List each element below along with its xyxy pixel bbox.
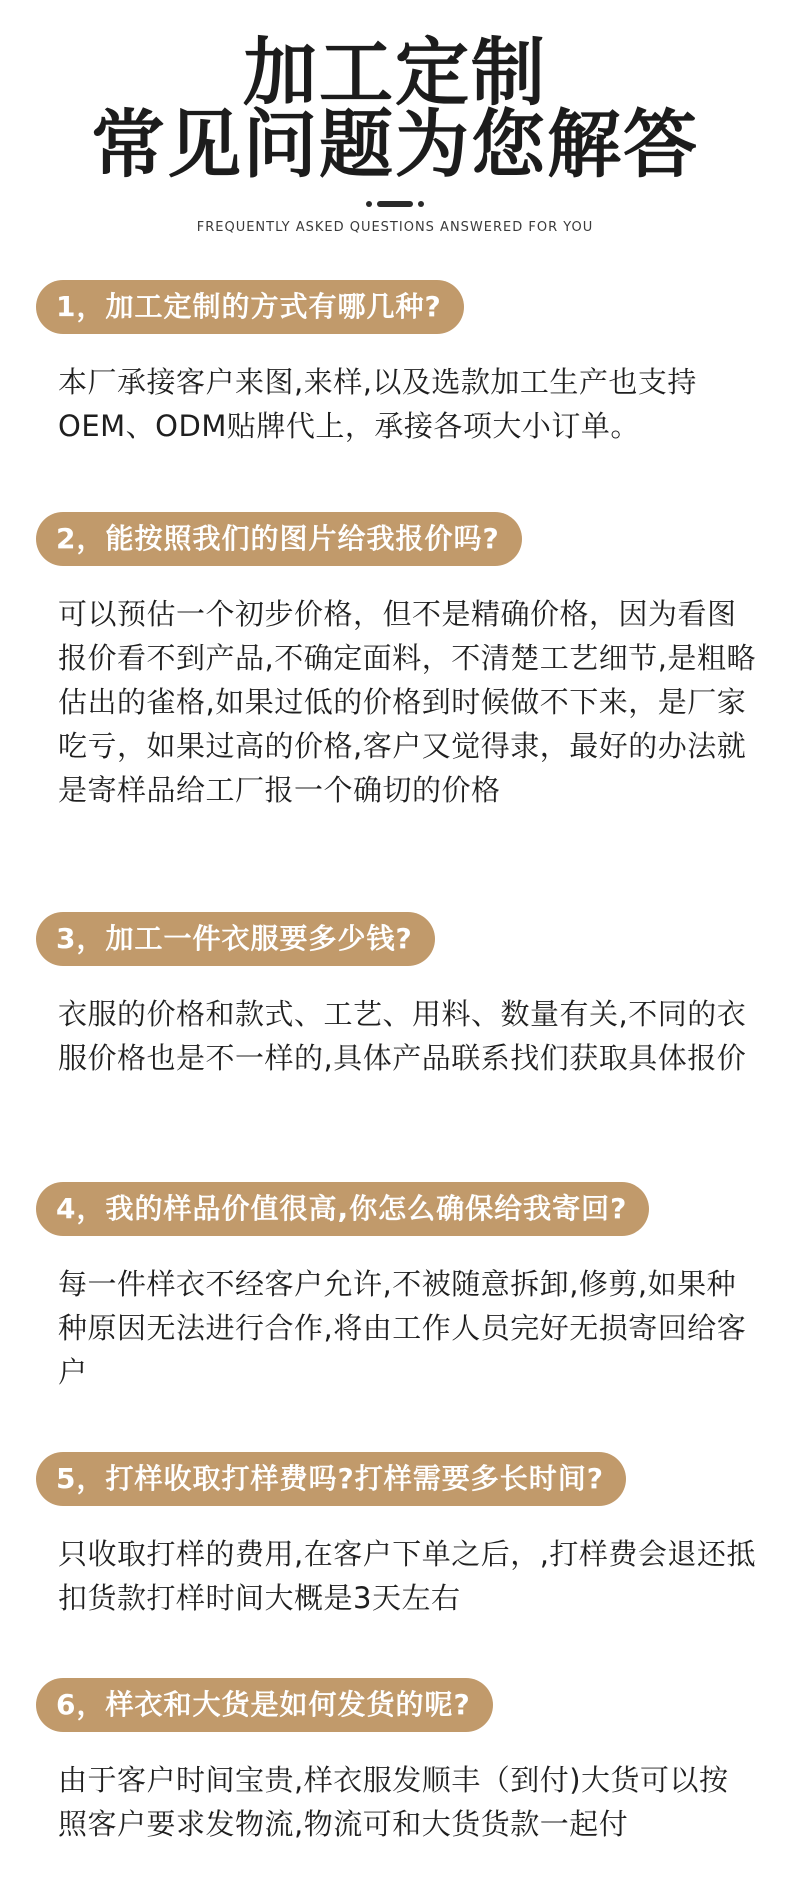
faq-answer-1: 本厂承接客户来图,来样,以及选款加工生产也支持OEM、ODM贴牌代上，承接各项大小订单。 [58,365,697,443]
faq-question-3: 3，加工一件衣服要多少钱? [36,912,435,966]
page-title-line-1: 加工定制 [243,30,547,116]
divider-dot-right [418,201,424,207]
faq-answer-6: 由于客户时间宝贵,样衣服发顺丰（到付)大货可以按照客户要求发物流,物流可和大货货款一起付 [58,1763,729,1841]
faq-item-2 [36,512,756,812]
faq-item-6 [36,1678,756,1846]
faq-item-1 [36,280,756,448]
faq-answer-3: 衣服的价格和款式、工艺、用料、数量有关,不同的衣服价格也是不一样的,具体产品联系找们获取具体报价 [58,997,747,1075]
faq-question-2: 2，能按照我们的图片给我报价吗? [36,512,522,566]
faq-item-4 [36,1182,756,1394]
page-title-line-2: 常见问题为您解答 [91,102,699,188]
faq-answer-2: 可以预估一个初步价格，但不是精确价格，因为看图报价看不到产品,不确定面料，不清楚工艺细节,是粗略估出的雀格,如果过低的价格到时候做不下来，是厂家吃亏，如果过高的价格,客户又觉得隶，最好的办法就是寄样品给工厂报一个确切的价格 [58,597,756,807]
faq-question-6: 6，样衣和大货是如何发货的呢? [36,1678,493,1732]
divider-dot-left [366,201,372,207]
faq-question-1: 1，加工定制的方式有哪几种? [36,280,464,334]
divider-bar [377,201,413,207]
faq-item-3 [36,912,756,1080]
faq-question-4: 4，我的样品价值很高,你怎么确保给我寄回? [36,1182,649,1236]
title-divider-ornament [366,201,424,207]
faq-answer-5: 只收取打样的费用,在客户下单之后，,打样费会退还抵扣货款打样时间大概是3天左右 [58,1537,756,1615]
faq-answer-4: 每一件样衣不经客户允许,不被随意拆卸,修剪,如果种种原因无法进行合作,将由工作人员完好无损寄回给客户 [58,1267,747,1389]
faq-question-5: 5，打样收取打样费吗?打样需要多长时间? [36,1452,626,1506]
faq-item-5 [36,1452,756,1620]
page-subtitle: FREQUENTLY ASKED QUESTIONS ANSWERED FOR YOU [196,220,594,235]
